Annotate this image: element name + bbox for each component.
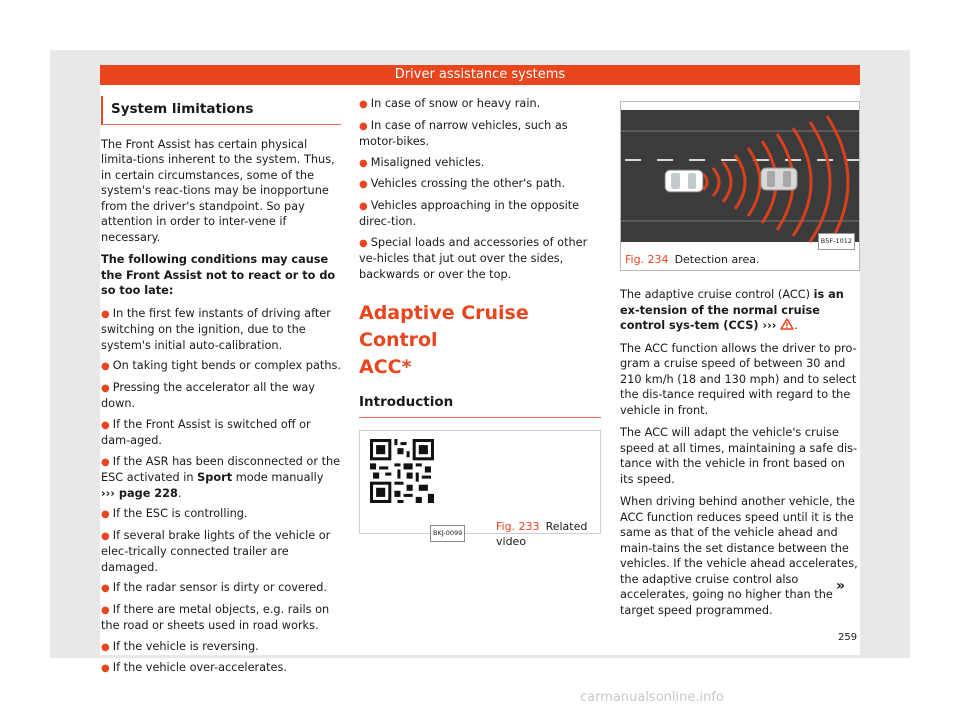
page-ref-link[interactable]: ››› page 228: [101, 486, 178, 500]
limitations-list-continued: [359, 96, 601, 282]
conditions-heading: The following conditions may cause the Front Assist not to react or to do so too late:: [101, 253, 336, 297]
bullet-dot-icon: ●: [101, 382, 110, 394]
intro-paragraph: The Front Assist has certain physical limita-tions inherent to the system. Thus, in certain circumstances, some of the system's reac-tions may be inopportune from the driver's standpoint. So pay attention in order to inter-vene if necessary.: [101, 137, 335, 244]
bullet-dot-icon: ●: [101, 509, 110, 520]
list-item: ● In case of narrow vehicles, such as motor-bikes.: [359, 118, 568, 148]
continued-mark: »: [836, 578, 846, 594]
section-title-introduction: Introduction: [359, 389, 601, 418]
list-item: ● Pressing the accelerator all the way down.: [101, 380, 315, 410]
list-item: ● In the first few instants of driving after switching on the ignition, due to the system's initial auto-calibration.: [101, 306, 331, 352]
column-1: [101, 96, 341, 682]
bullet-dot-icon: ●: [359, 99, 368, 110]
column-2: [359, 96, 601, 548]
bullet-dot-icon: ●: [101, 663, 110, 674]
related-video-figure[interactable]: [359, 430, 601, 548]
column-3: [620, 101, 860, 625]
list-item: ● Vehicles approaching in the opposite direc-tion.: [359, 198, 580, 228]
list-item: ● If the ESC is controlling.: [101, 507, 248, 520]
bullet-dot-icon: ●: [101, 583, 110, 594]
figure-code-label: B5F-1012: [818, 233, 855, 251]
own-vehicle-icon: [665, 170, 703, 192]
list-item: ● If the ASR has been disconnected or the ESC activated in Sport mode manually ››› page 228.: [101, 454, 341, 500]
watermark-text: carmanualsonline.info: [580, 690, 724, 705]
list-item: ● If the radar sensor is dirty or covered.: [101, 581, 327, 594]
acc-definition-paragraph: The adaptive cruise control (ACC) is an ex-tension of the normal cruise control sys-tem (CCS) ››› .: [620, 288, 844, 332]
bullet-dot-icon: ●: [101, 308, 110, 320]
bullet-dot-icon: ●: [101, 530, 110, 542]
warning-triangle-icon[interactable]: [780, 318, 794, 330]
chapter-header: Driver assistance systems: [100, 65, 860, 85]
bullet-dot-icon: ●: [101, 419, 110, 431]
sport-mode-word: Sport: [197, 471, 233, 484]
list-item: ● On taking tight bends or complex paths.: [101, 359, 341, 372]
list-item: ● Special loads and accessories of other ve-hicles that jut out over the sides, backwards or over the top.: [359, 235, 588, 281]
video-code-label: BKJ-0099: [430, 525, 465, 543]
acc-following-paragraph: When driving behind another vehicle, the ACC function reduces speed until it is the same as that of the vehicle ahead and main-tains the set distance between the vehicles. If the vehicle ahead accelerates, the adaptive cruise control also accelerates, going no higher than the target speed programmed.: [620, 495, 858, 617]
qr-code-icon[interactable]: [370, 439, 434, 503]
bullet-dot-icon: ●: [101, 604, 110, 616]
detection-area-figure: [620, 101, 860, 271]
list-item: ● Misaligned vehicles.: [359, 155, 485, 169]
bullet-dot-icon: ●: [101, 361, 110, 372]
page-number: 259: [838, 632, 858, 643]
list-item: ● If there are metal objects, e.g. rails on the road or sheets used in road works.: [101, 602, 330, 632]
main-title-acc: Adaptive Cruise Control ACC*: [359, 302, 529, 378]
acc-adapt-paragraph: The ACC will adapt the vehicle's cruise speed at all times, maintaining a safe dis-tance with the vehicle in front based on its speed.: [620, 426, 858, 486]
figure-caption: Fig. 233 Related video: [496, 519, 588, 548]
bullet-dot-icon: ●: [359, 120, 368, 132]
figure-caption: Fig. 234 Detection area.: [625, 252, 760, 266]
bullet-dot-icon: ●: [359, 237, 368, 249]
bullet-dot-icon: ●: [359, 200, 368, 212]
list-item: ● Vehicles crossing the other's path.: [359, 177, 566, 190]
limitations-list: [101, 306, 341, 677]
road-radar-illustration: [621, 102, 859, 252]
list-item: ● If the Front Assist is switched off or dam-aged.: [101, 417, 311, 447]
bullet-dot-icon: ●: [359, 179, 368, 190]
bullet-dot-icon: ●: [101, 456, 110, 468]
list-item: ● If the vehicle is reversing.: [101, 639, 259, 653]
list-item: ● If the vehicle over-accelerates.: [101, 661, 287, 674]
vehicle-ahead-icon: [761, 168, 797, 190]
bullet-dot-icon: ●: [101, 641, 110, 653]
list-item: ● If several brake lights of the vehicle or elec-trically connected trailer are damaged.: [101, 528, 331, 574]
list-item: ● In case of snow or heavy rain.: [359, 97, 541, 110]
bullet-dot-icon: ●: [359, 157, 368, 169]
section-title-system-limitations: System limitations: [101, 96, 341, 125]
acc-function-paragraph: The ACC function allows the driver to pro-gram a cruise speed of between 30 and 210 km/h (18 and 130 mph) and to select the dis-tance required with regard to the vehicle in front.: [620, 341, 857, 417]
